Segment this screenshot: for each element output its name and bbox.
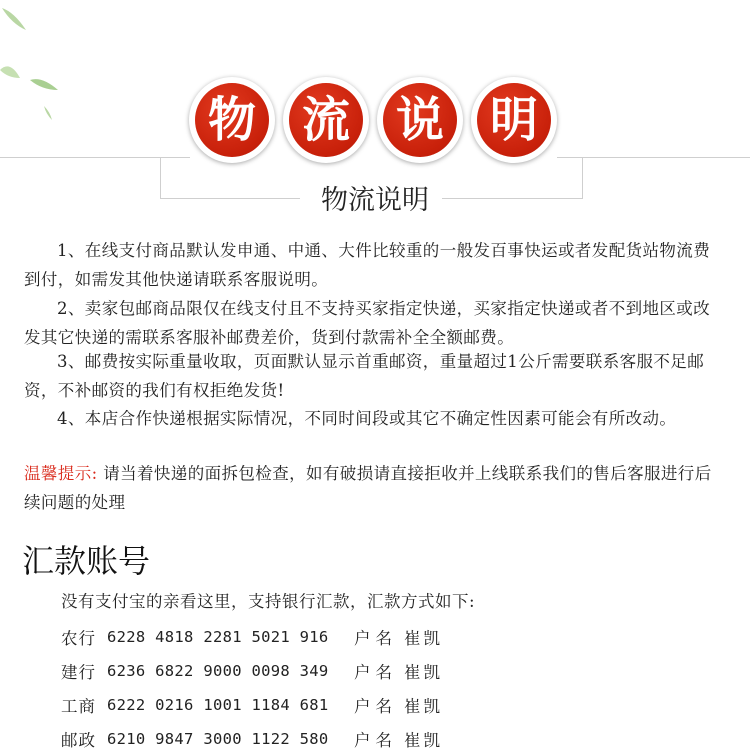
bank-name: 工商 — [61, 697, 96, 716]
policy-paragraph: 1、在线支付商品默认发申通、中通、大件比较重的一般发百事快运或者发配货站物流费到付，如需发其他快递请联系客服说明。 — [24, 241, 711, 289]
title-circle — [283, 77, 369, 163]
bamboo-leaves-decoration — [0, 0, 90, 120]
holder-name: 崔凯 — [404, 663, 443, 682]
warm-tip-text: 请当着快递的面拆包检查，如有破损请直接拒收并上线联系我们的售后客服进行后续问题的处理 — [24, 464, 712, 512]
holder-name: 崔凯 — [404, 731, 443, 750]
holder-label: 户名 — [354, 731, 397, 750]
title-char: 说 — [383, 83, 457, 157]
header-rule-right — [557, 157, 750, 158]
account-row — [61, 688, 443, 722]
account-row — [61, 654, 443, 688]
warm-tip — [24, 459, 724, 517]
account-number: 6236 6822 9000 0098 349 — [107, 662, 329, 680]
holder-label: 户名 — [354, 629, 397, 648]
holder-name: 崔凯 — [404, 697, 443, 716]
remit-heading: 汇款账号 — [22, 542, 151, 580]
title-char: 明 — [477, 83, 551, 157]
bank-name: 农行 — [61, 629, 96, 648]
bank-name: 建行 — [61, 663, 96, 682]
account-row — [61, 620, 443, 654]
title-char: 流 — [289, 83, 363, 157]
policy-paragraph: 4、本店合作快递根据实际情况，不同时间段或其它不确定性因素可能会有所改动。 — [57, 409, 677, 428]
account-list — [61, 620, 443, 756]
account-number: 6222 0216 1001 1184 681 — [107, 696, 329, 714]
account-row — [61, 722, 443, 756]
title-circle — [189, 77, 275, 163]
section-subtitle: 物流说明 — [321, 185, 429, 216]
account-number: 6210 9847 3000 1122 580 — [107, 730, 329, 748]
warm-tip-label: 温馨提示: — [24, 464, 98, 483]
title-char: 物 — [195, 83, 269, 157]
holder-name: 崔凯 — [404, 629, 443, 648]
holder-label: 户名 — [354, 697, 397, 716]
remit-intro: 没有支付宝的亲看这里，支持银行汇款，汇款方式如下: — [61, 592, 476, 611]
policy-paragraph: 3、邮费按实际重量收取，页面默认显示首重邮资，重量超过1公斤需要联系客服不足邮资，不补邮资的我们有权拒绝发货! — [24, 352, 705, 400]
policy-paragraph: 2、卖家包邮商品限仅在线支付且不支持买家指定快递，买家指定快递或者不到地区或改发其它快递的需联系客服补邮费差价，货到付款需补全全额邮费。 — [24, 299, 711, 347]
bank-name: 邮政 — [61, 731, 96, 750]
account-number: 6228 4818 2281 5021 916 — [107, 628, 329, 646]
title-circle — [471, 77, 557, 163]
header-rule-left — [0, 157, 190, 158]
holder-label: 户名 — [354, 663, 397, 682]
title-banner — [189, 77, 557, 163]
title-circle — [377, 77, 463, 163]
